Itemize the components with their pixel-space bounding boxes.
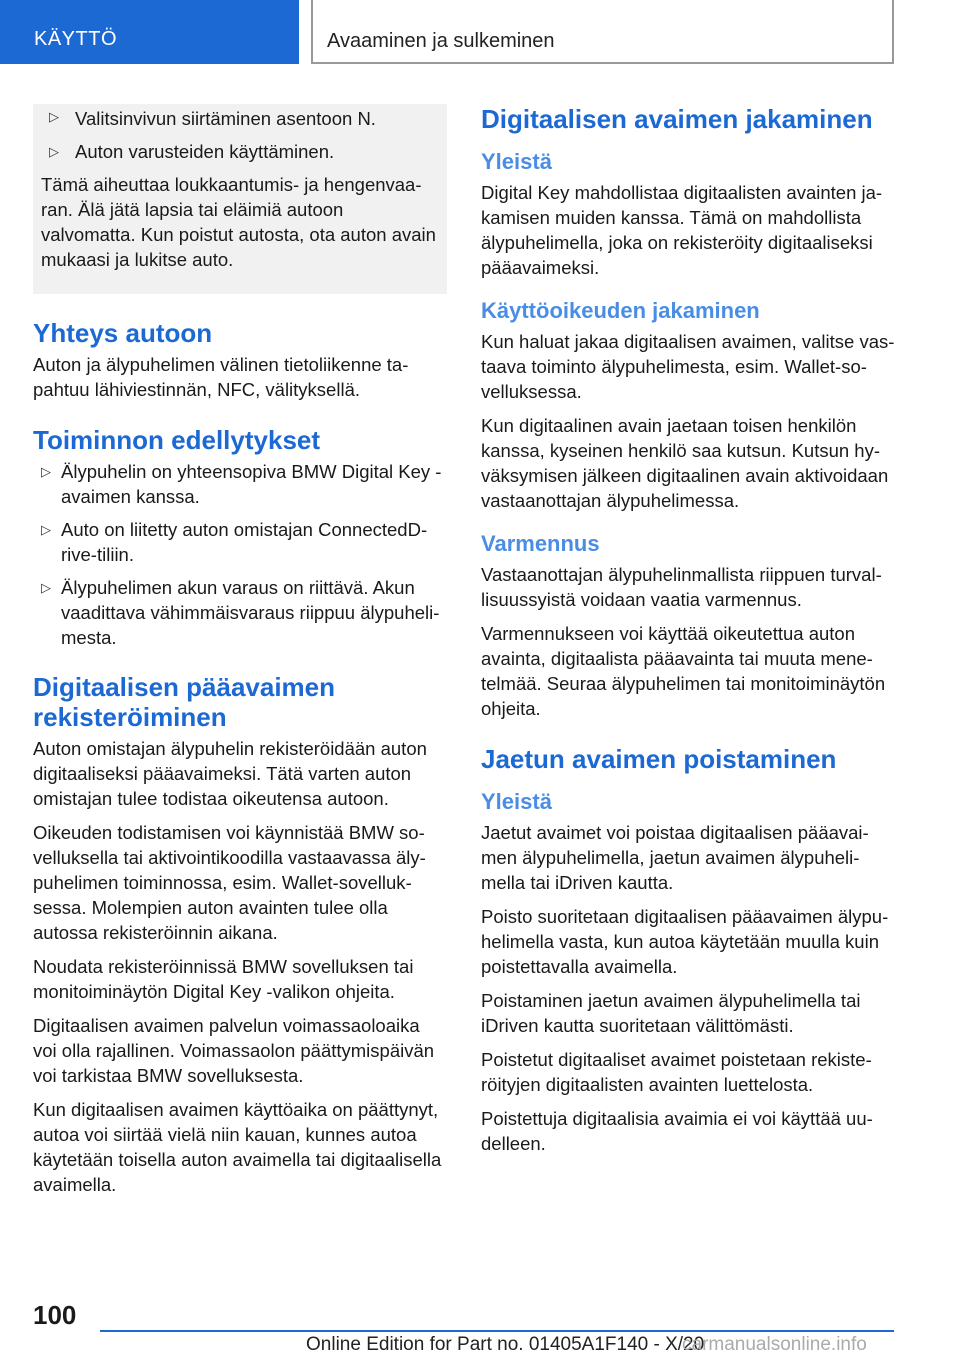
- subheading-yleista: Yleistä: [481, 149, 552, 174]
- subheading-kayttooikeus: Käyttöoikeuden jakaminen: [481, 298, 760, 323]
- paragraph: Poistaminen jaetun avaimen älypuhelimella tai iDriven kautta suoritetaan välittömästi.: [481, 990, 861, 1036]
- heading-toiminnon: Toiminnon edellytykset: [33, 425, 321, 455]
- right-column: [481, 104, 895, 1165]
- warning-bullet: ▷ Auton varusteiden käyttäminen.: [49, 141, 335, 162]
- paragraph: Kun haluat jakaa digitaalisen avaimen, valitse vastaava toiminto älypuhelimesta, esim. Wallet-sovelluksessa.: [481, 331, 895, 402]
- paragraph: Digitaalisen avaimen palvelun voimassaoloaika voi olla rajallinen. Voimassaolon päättymispäivän voi tarkistaa BMW sovelluksesta.: [33, 1015, 435, 1086]
- left-column: [33, 104, 447, 1206]
- paragraph: Vastaanottajan älypuhelinmallista riippuen turvallisuussyistä voidaan vaatia varmennus.: [481, 564, 882, 610]
- paragraph: Poisto suoritetaan digitaalisen pääavaimen älypuhelimella vasta, kun autoa käytetään muulla kuin poistettavalla avaimella.: [481, 906, 889, 977]
- subheading-varmennus: Varmennus: [481, 531, 600, 556]
- warning-box: [33, 104, 447, 294]
- yhteys-text: Auton ja älypuhelimen välinen tietoliikenne tapahtuu lähiviestinnän, NFC, välityksellä.: [33, 354, 409, 400]
- paragraph: Auton omistajan älypuhelin rekisteröidään auton digitaaliseksi pääavaimeksi. Tätä varten auton omistajan tulee todistaa oikeutensa autoon.: [33, 738, 427, 809]
- bullet-triangle-icon: ▷: [41, 522, 51, 537]
- paragraph: Poistetut digitaaliset avaimet poistetaan rekisteröityjen digitaalisten avainten luettelosta.: [481, 1049, 872, 1095]
- warning-text: Tämä aiheuttaa loukkaantumis- ja hengenvaaran. Älä jätä lapsia tai eläimiä autoon valvomatta. Kun poistut autosta, ota auton avain mukaasi ja lukitse auto.: [41, 174, 436, 270]
- paragraph: Jaetut avaimet voi poistaa digitaalisen pääavaimen älypuhelimella, jaetun avaimen älypuhelimella tai iDriven kautta.: [481, 822, 869, 893]
- chapter-title: Avaaminen ja sulkeminen: [327, 30, 555, 52]
- paragraph: Noudata rekisteröinnissä BMW sovelluksen tai monitoiminäytön Digital Key -valikon ohjeita.: [33, 956, 414, 1002]
- paragraph: Kun digitaalisen avaimen käyttöaika on päättynyt, autoa voi siirtää vielä niin kauan, kunnes autoa käytetään toisella auton avaimella tai digitaalisella avaimella.: [33, 1099, 442, 1195]
- paragraph: Kun digitaalinen avain jaetaan toisen henkilön kanssa, kyseinen henkilö saa kutsun. Kutsun hyväksymisen jälkeen digitaalinen avain aktivoidaan vastaanottajan älypuhelimessa.: [481, 415, 889, 511]
- bullet-triangle-icon: ▷: [41, 580, 51, 595]
- requirement-item: ▷ Älypuhelimen akun varaus on riittävä. Akun vaadittava vähimmäisvaraus riippuu älypuhelimesta.: [41, 577, 440, 648]
- warning-bullet: ▷ Valitsinvivun siirtäminen asentoon N.: [33, 104, 437, 131]
- paragraph: Oikeuden todistamisen voi käynnistää BMW sovelluksella tai aktivointikoodilla vastaavassa älypuhelimen toiminnossa, esim. Wallet-sovelluksessa. Molempien auton avainten tulee olla autossa rekisteröinnin aikana.: [33, 822, 426, 943]
- heading-yhteys: Yhteys autoon: [33, 318, 213, 348]
- paragraph: Varmennukseen voi käyttää oikeutettua auton avainta, digitaalista pääavainta tai muuta menetelmää. Seuraa älypuhelimen tai monitoiminäytön ohjeita.: [481, 623, 886, 719]
- paragraph: Poistettuja digitaalisia avaimia ei voi käyttää uudelleen.: [481, 1108, 873, 1154]
- paragraph: Digital Key mahdollistaa digitaalisten avainten jakamisen muiden kanssa. Tämä on mahdollista älypuhelimella, joka on rekisteröity digitaaliseksi pääavaimeksi.: [481, 182, 883, 278]
- watermark: carmanualsonline.info: [682, 1334, 867, 1355]
- bullet-triangle-icon: ▷: [49, 144, 59, 159]
- footer-divider: [100, 1330, 894, 1332]
- edition-text: Online Edition for Part no. 01405A1F140 - X/20: [306, 1334, 705, 1355]
- requirement-item: ▷ Auto on liitetty auton omistajan ConnectedDrive-tiliin.: [41, 519, 428, 565]
- bullet-triangle-icon: ▷: [41, 464, 51, 479]
- heading-jakaminen: Digitaalisen avaimen jakaminen: [481, 104, 873, 134]
- bullet-triangle-icon: ▷: [49, 109, 59, 124]
- section-label: KÄYTTÖ: [34, 28, 118, 50]
- section-tab: [0, 0, 299, 64]
- page-number: 100: [33, 1300, 77, 1330]
- subheading-yleista: Yleistä: [481, 789, 552, 814]
- chapter-header: [311, 0, 894, 64]
- requirement-item: ▷ Älypuhelin on yhteensopiva BMW Digital Key -avaimen kanssa.: [41, 461, 442, 507]
- heading-poistaminen: Jaetun avaimen poistaminen: [481, 744, 837, 774]
- heading-rekisterointi: Digitaalisen pääavaimen rekisteröiminen: [33, 672, 336, 732]
